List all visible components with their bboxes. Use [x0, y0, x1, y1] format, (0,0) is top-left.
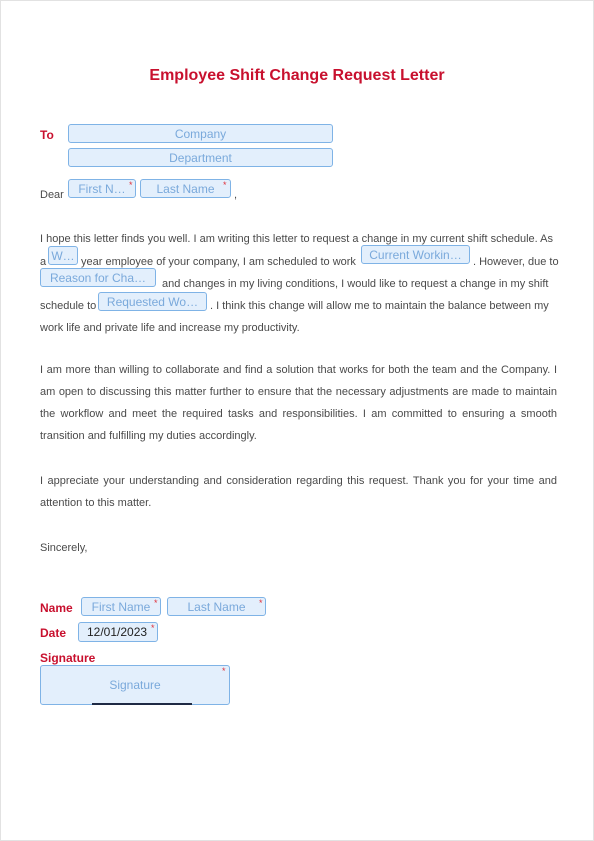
- paragraph-text: work life and private life and increase my productivity.: [40, 322, 300, 334]
- date-label: Date: [40, 626, 67, 640]
- paragraph-text: and changes in my living conditions, I would like to request a change in my shift: [162, 278, 549, 290]
- years-employed-field[interactable]: W…: [48, 246, 78, 265]
- dear-text: Dear: [40, 189, 64, 201]
- paragraph-1-line-1: [40, 228, 557, 250]
- paragraph-text: . However, due to: [473, 256, 559, 268]
- dear-comma: ,: [234, 189, 238, 201]
- paragraph-text: schedule to: [40, 300, 97, 312]
- required-marker: *: [129, 180, 133, 190]
- last-name-field[interactable]: Last Name: [167, 597, 266, 616]
- department-field[interactable]: Department: [68, 148, 333, 167]
- paragraph-text: a: [40, 256, 47, 268]
- paragraph-3: I appreciate your understanding and consideration regarding this request. Thank you for your time and attention to this matter.: [40, 475, 557, 509]
- paragraph-text: I hope this letter finds you well. I am writing this letter to request a change in my current shift schedule. As: [40, 233, 553, 245]
- dear-first-name-field[interactable]: First N…: [68, 179, 136, 198]
- signature-field[interactable]: [40, 665, 230, 705]
- to-label: To: [40, 128, 54, 142]
- paragraph-text: . I think this change will allow me to maintain the balance between my: [210, 300, 549, 312]
- page-title: Employee Shift Change Request Letter: [149, 67, 445, 84]
- closing-text: Sincerely,: [40, 542, 88, 554]
- reason-for-change-field[interactable]: Reason for Cha…: [40, 268, 156, 287]
- company-field[interactable]: Company: [68, 124, 333, 143]
- date-field[interactable]: 12/01/2023: [78, 622, 158, 642]
- signature-underline: [92, 703, 192, 705]
- required-marker: *: [222, 666, 226, 676]
- paragraph-text: year employee of your company, I am scheduled to work: [81, 256, 356, 268]
- required-marker: *: [259, 598, 263, 608]
- required-marker: *: [154, 598, 158, 608]
- required-marker: *: [151, 623, 155, 633]
- required-marker: *: [223, 180, 227, 190]
- paragraph-2: I am more than willing to collaborate and find a solution that works for both the team and the Company. I am open to discussing this matter further to ensure that the necessary adjustments are made to maintain the workflow and meet the required tasks and responsibilities. I am committed to ensuring a smooth transition and fulfilling my duties accordingly.: [40, 364, 557, 442]
- signature-placeholder: Signature: [109, 678, 161, 692]
- name-label: Name: [40, 601, 73, 615]
- current-shift-field[interactable]: Current Workin…: [361, 245, 470, 264]
- first-name-field[interactable]: First Name: [81, 597, 161, 616]
- signature-label: Signature: [40, 651, 96, 665]
- dear-last-name-field[interactable]: Last Name: [140, 179, 231, 198]
- requested-shift-field[interactable]: Requested Wo…: [98, 292, 207, 311]
